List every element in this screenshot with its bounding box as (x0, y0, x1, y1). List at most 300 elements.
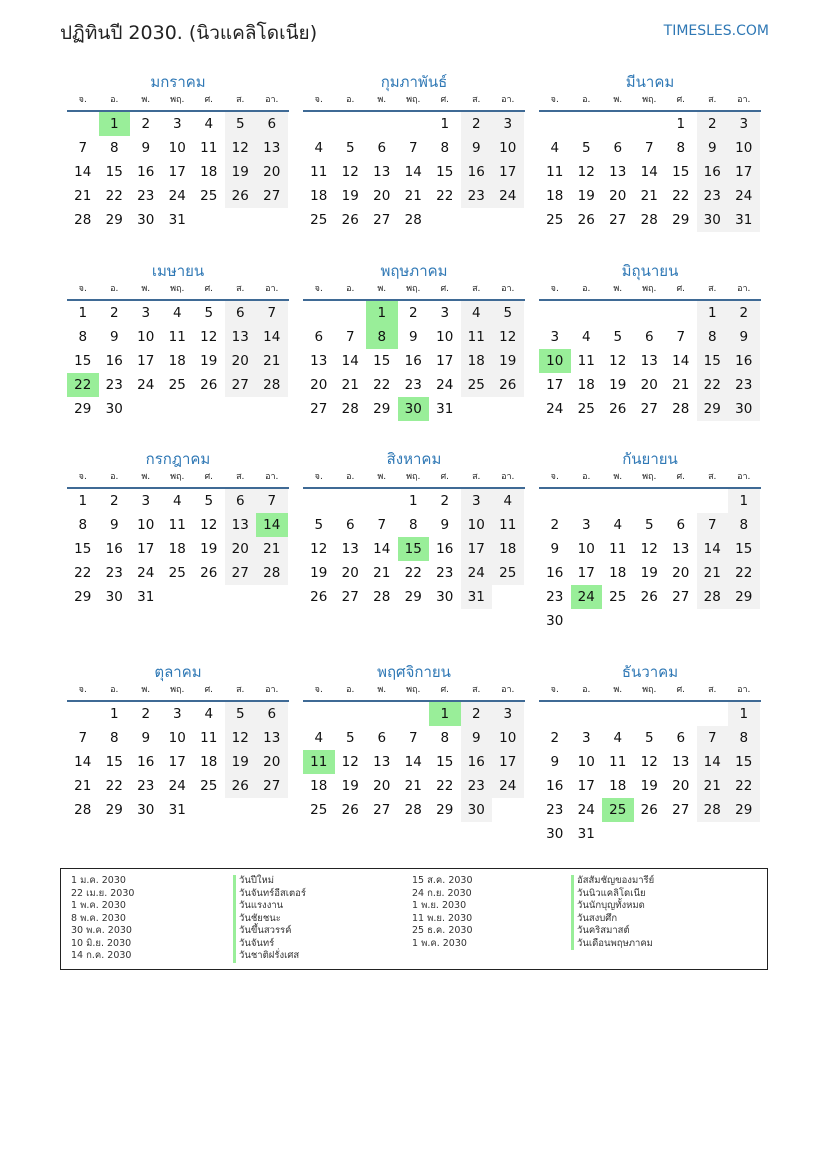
week-row (67, 798, 289, 822)
day-cell: 26 (577, 212, 595, 228)
day-cell: 15 (728, 750, 760, 774)
weekday-header (67, 682, 289, 702)
week-row (539, 561, 761, 585)
day-cell: 28 (256, 561, 288, 585)
month-name: ธันวาคม (621, 663, 679, 681)
day-cell: 6 (256, 112, 288, 136)
day-cell: 19 (577, 188, 595, 204)
week-row (539, 325, 761, 349)
week-row (67, 397, 289, 421)
day-cell: 1 (78, 305, 88, 321)
empty-cell (335, 301, 367, 325)
week-row (67, 702, 289, 726)
empty-cell (602, 489, 634, 513)
week-row (303, 184, 525, 208)
legend-holiday-name: วันชัยชนะ (233, 913, 306, 926)
day-cell: 11 (303, 750, 335, 774)
day-cell: 30 (137, 802, 155, 818)
day-cell: 12 (640, 541, 658, 557)
weekday-label: จ. (314, 685, 323, 695)
day-cell: 12 (492, 325, 524, 349)
day-cell: 31 (728, 208, 760, 232)
day-cell: 11 (200, 140, 218, 156)
day-cell: 31 (436, 401, 454, 417)
day-cell: 10 (539, 349, 571, 373)
legend-date: 1 ม.ค. 2030 (71, 875, 126, 886)
day-cell: 16 (137, 164, 155, 180)
day-cell: 14 (697, 750, 729, 774)
day-cell: 11 (168, 517, 186, 533)
day-cell: 2 (440, 493, 450, 509)
day-cell: 5 (644, 730, 654, 746)
day-cell: 8 (728, 513, 760, 537)
day-cell: 13 (672, 541, 690, 557)
empty-cell (461, 208, 493, 232)
empty-cell (162, 397, 194, 421)
day-cell: 22 (373, 377, 391, 393)
day-cell: 29 (697, 397, 729, 421)
day-cell: 4 (581, 329, 591, 345)
month-name: ตุลาคม (154, 663, 202, 681)
day-cell: 26 (200, 377, 218, 393)
empty-cell (634, 112, 666, 136)
day-cell: 29 (436, 802, 454, 818)
day-cell: 25 (200, 188, 218, 204)
day-cell: 16 (697, 160, 729, 184)
weekday-label: อา. (501, 472, 515, 482)
day-cell: 30 (546, 826, 564, 842)
legend-holiday-name: วันขึ้นสวรรค์ (233, 925, 306, 938)
month-block (303, 72, 525, 232)
month-name: มกราคม (150, 73, 206, 91)
month-block (67, 261, 289, 421)
weekday-header (539, 281, 761, 301)
day-cell: 5 (644, 517, 654, 533)
legend-names-col-2 (571, 875, 654, 950)
week-row (67, 184, 289, 208)
weekday-label: ส. (708, 685, 717, 695)
month-block (539, 261, 761, 421)
weekday-label: ศ. (440, 95, 450, 105)
legend-dates-col-1 (71, 875, 134, 963)
day-cell: 7 (78, 730, 88, 746)
day-cell: 10 (436, 329, 454, 345)
empty-cell (256, 798, 288, 822)
day-cell: 26 (609, 401, 627, 417)
day-cell: 28 (341, 401, 359, 417)
day-cell: 11 (577, 353, 595, 369)
weekday-label: ศ. (676, 95, 686, 105)
week-row (303, 513, 525, 537)
day-cell: 18 (492, 537, 524, 561)
day-cell: 22 (105, 188, 123, 204)
day-cell: 8 (366, 325, 398, 349)
day-cell: 27 (225, 561, 257, 585)
week-row (539, 726, 761, 750)
day-cell: 27 (310, 401, 328, 417)
day-cell: 16 (546, 778, 564, 794)
empty-cell (634, 489, 666, 513)
day-cell: 12 (200, 329, 218, 345)
empty-cell (335, 702, 367, 726)
week-row (539, 373, 761, 397)
day-cell: 27 (225, 373, 257, 397)
weekday-label: อา. (265, 685, 279, 695)
weekday-label: พ. (613, 95, 623, 105)
empty-cell (67, 702, 99, 726)
day-cell: 4 (314, 140, 324, 156)
empty-cell (492, 585, 524, 609)
day-cell: 23 (105, 377, 123, 393)
empty-cell (225, 397, 257, 421)
day-cell: 25 (168, 565, 186, 581)
day-cell: 14 (672, 353, 690, 369)
day-cell: 14 (74, 754, 92, 770)
day-cell: 19 (492, 349, 524, 373)
weekday-label: ส. (236, 472, 245, 482)
day-cell: 1 (728, 489, 760, 513)
week-row (303, 537, 525, 561)
day-cell: 12 (225, 726, 257, 750)
day-cell: 7 (697, 726, 729, 750)
day-cell: 1 (429, 702, 461, 726)
weekday-label: อ. (110, 284, 119, 294)
legend-names-col-1 (233, 875, 306, 963)
day-cell: 5 (225, 702, 257, 726)
day-cell: 20 (672, 565, 690, 581)
day-cell: 10 (168, 140, 186, 156)
month-name: กุมภาพันธ์ (380, 73, 448, 91)
day-cell: 14 (256, 325, 288, 349)
month-name: กันยายน (622, 450, 678, 468)
legend-holiday-name: วันสงบศึก (571, 913, 654, 926)
legend-date: 14 ก.ค. 2030 (71, 950, 132, 961)
weekday-label: จ. (78, 472, 87, 482)
day-cell: 23 (728, 373, 760, 397)
weekday-label: ศ. (676, 472, 686, 482)
week-row (67, 513, 289, 537)
day-cell: 17 (137, 541, 155, 557)
day-cell: 26 (341, 802, 359, 818)
empty-cell (697, 609, 729, 633)
day-cell: 30 (137, 212, 155, 228)
day-cell: 4 (613, 730, 623, 746)
weekday-label: พ. (377, 95, 387, 105)
empty-cell (429, 208, 461, 232)
weekday-label: ส. (472, 95, 481, 105)
day-cell: 24 (492, 774, 524, 798)
empty-cell (539, 489, 571, 513)
weekday-label: อ. (582, 95, 591, 105)
weekday-label: ศ. (440, 284, 450, 294)
legend-holiday-name: วันนิวแคลิโดเนีย (571, 888, 654, 901)
month-name: มิถุนายน (621, 262, 679, 280)
weekday-label: ศ. (204, 284, 214, 294)
day-cell: 3 (172, 706, 182, 722)
day-cell: 1 (697, 301, 729, 325)
day-cell: 10 (577, 754, 595, 770)
day-cell: 15 (373, 353, 391, 369)
week-row (539, 489, 761, 513)
week-row (303, 774, 525, 798)
day-cell: 12 (310, 541, 328, 557)
empty-cell (303, 112, 335, 136)
day-cell: 20 (373, 188, 391, 204)
weekday-header (539, 92, 761, 112)
empty-cell (571, 702, 603, 726)
month-block (303, 449, 525, 609)
day-cell: 9 (550, 754, 560, 770)
day-cell: 15 (105, 164, 123, 180)
day-cell: 4 (613, 517, 623, 533)
day-cell: 17 (728, 160, 760, 184)
page-title: ปฏิทินปี 2030. (นิวแคลิโดเนีย) (60, 22, 318, 44)
weekday-label: จ. (550, 685, 559, 695)
day-cell: 11 (168, 329, 186, 345)
day-cell: 28 (672, 401, 690, 417)
day-cell: 7 (408, 140, 418, 156)
day-cell: 25 (310, 212, 328, 228)
day-cell: 9 (461, 726, 493, 750)
day-cell: 5 (613, 329, 623, 345)
empty-cell (67, 112, 99, 136)
day-cell: 1 (676, 116, 686, 132)
day-cell: 27 (672, 802, 690, 818)
weekday-header (303, 469, 525, 489)
day-cell: 20 (256, 750, 288, 774)
weekday-label: พ. (613, 284, 623, 294)
day-cell: 17 (461, 537, 493, 561)
day-cell: 28 (74, 212, 92, 228)
month-block (539, 662, 761, 846)
day-cell: 25 (200, 778, 218, 794)
weekday-label: พฤ. (642, 284, 657, 294)
empty-cell (665, 489, 697, 513)
day-cell: 26 (341, 212, 359, 228)
day-cell: 4 (204, 116, 214, 132)
day-cell: 13 (373, 754, 391, 770)
day-cell: 22 (728, 774, 760, 798)
weekday-label: จ. (314, 472, 323, 482)
day-cell: 4 (461, 301, 493, 325)
day-cell: 18 (310, 778, 328, 794)
day-cell: 17 (577, 778, 595, 794)
day-cell: 18 (310, 188, 328, 204)
day-cell: 3 (550, 329, 560, 345)
day-cell: 15 (105, 754, 123, 770)
weekday-label: ส. (236, 284, 245, 294)
day-cell: 22 (67, 373, 99, 397)
day-cell: 13 (672, 754, 690, 770)
legend-date: 30 พ.ค. 2030 (71, 925, 132, 936)
day-cell: 9 (697, 136, 729, 160)
week-row (539, 609, 761, 633)
day-cell: 16 (461, 750, 493, 774)
week-row (67, 136, 289, 160)
day-cell: 25 (609, 589, 627, 605)
day-cell: 29 (105, 212, 123, 228)
day-cell: 9 (728, 325, 760, 349)
week-row (539, 702, 761, 726)
day-cell: 6 (377, 140, 387, 156)
week-row (539, 184, 761, 208)
empty-cell (256, 585, 288, 609)
legend-holiday-name: วันจันทร์อีสเตอร์ (233, 888, 306, 901)
day-cell: 10 (577, 541, 595, 557)
weekday-label: จ. (314, 95, 323, 105)
empty-cell (398, 112, 430, 136)
legend-date: 22 เม.ย. 2030 (71, 887, 135, 899)
day-cell: 20 (373, 778, 391, 794)
day-cell: 30 (461, 798, 493, 822)
day-cell: 22 (728, 561, 760, 585)
day-cell: 22 (436, 188, 454, 204)
empty-cell (303, 489, 335, 513)
day-cell: 23 (461, 184, 493, 208)
week-row (67, 208, 289, 232)
day-cell: 26 (225, 774, 257, 798)
week-row (539, 397, 761, 421)
day-cell: 10 (461, 513, 493, 537)
day-cell: 9 (408, 329, 418, 345)
day-cell: 28 (373, 589, 391, 605)
day-cell: 2 (550, 517, 560, 533)
empty-cell (225, 798, 257, 822)
day-cell: 7 (256, 489, 288, 513)
weekday-label: อ. (582, 472, 591, 482)
day-cell: 16 (404, 353, 422, 369)
day-cell: 9 (141, 730, 151, 746)
day-cell: 26 (640, 589, 658, 605)
weekday-label: พ. (377, 284, 387, 294)
day-cell: 23 (436, 565, 454, 581)
week-row (539, 160, 761, 184)
weekday-label: พ. (141, 685, 151, 695)
day-cell: 28 (404, 212, 422, 228)
day-cell: 3 (581, 517, 591, 533)
day-cell: 20 (256, 160, 288, 184)
day-cell: 9 (440, 517, 450, 533)
empty-cell (461, 397, 493, 421)
day-cell: 22 (74, 565, 92, 581)
week-row (303, 561, 525, 585)
day-cell: 4 (172, 493, 182, 509)
day-cell: 2 (109, 305, 119, 321)
empty-cell (571, 112, 603, 136)
day-cell: 11 (492, 513, 524, 537)
day-cell: 24 (492, 184, 524, 208)
empty-cell (539, 702, 571, 726)
day-cell: 29 (404, 589, 422, 605)
weekday-label: ส. (236, 685, 245, 695)
day-cell: 1 (78, 493, 88, 509)
weekday-label: ศ. (676, 685, 686, 695)
day-cell: 21 (74, 778, 92, 794)
day-cell: 20 (225, 537, 257, 561)
legend-holiday-name: วันชาติฝรั่งเศส (233, 950, 306, 963)
day-cell: 24 (168, 778, 186, 794)
month-block (67, 72, 289, 232)
day-cell: 10 (492, 726, 524, 750)
day-cell: 29 (728, 798, 760, 822)
day-cell: 2 (697, 112, 729, 136)
day-cell: 4 (550, 140, 560, 156)
week-row (303, 726, 525, 750)
day-cell: 24 (137, 377, 155, 393)
day-cell: 8 (728, 726, 760, 750)
day-cell: 31 (168, 212, 186, 228)
day-cell: 29 (728, 585, 760, 609)
day-cell: 25 (492, 561, 524, 585)
day-cell: 30 (398, 397, 430, 421)
day-cell: 9 (141, 140, 151, 156)
empty-cell (366, 112, 398, 136)
day-cell: 15 (74, 541, 92, 557)
weekday-label: พฤ. (170, 685, 185, 695)
weekday-label: อ. (582, 284, 591, 294)
week-row (67, 537, 289, 561)
empty-cell (398, 702, 430, 726)
legend-holiday-name: วันจันทร์ (233, 938, 306, 951)
legend-date: 1 พ.ค. 2030 (71, 900, 126, 911)
day-cell: 21 (697, 561, 729, 585)
day-cell: 16 (105, 353, 123, 369)
legend-holiday-name: อัสสัมชัญของมารีย์ (571, 875, 654, 888)
day-cell: 1 (366, 301, 398, 325)
day-cell: 13 (609, 164, 627, 180)
day-cell: 28 (74, 802, 92, 818)
day-cell: 9 (461, 136, 493, 160)
weekday-label: อา. (501, 95, 515, 105)
weekday-label: อา. (265, 472, 279, 482)
day-cell: 28 (256, 373, 288, 397)
week-row (67, 561, 289, 585)
day-cell: 27 (341, 589, 359, 605)
legend-holiday-name: วันนักบุญทั้งหมด (571, 900, 654, 913)
empty-cell (193, 798, 225, 822)
weekday-header (67, 469, 289, 489)
empty-cell (193, 208, 225, 232)
day-cell: 21 (672, 377, 690, 393)
day-cell: 21 (697, 774, 729, 798)
day-cell: 24 (461, 561, 493, 585)
empty-cell (539, 301, 571, 325)
weekday-label: ส. (708, 472, 717, 482)
month-block (67, 449, 289, 609)
day-cell: 23 (137, 188, 155, 204)
day-cell: 4 (204, 706, 214, 722)
month-name: มีนาคม (625, 73, 675, 91)
empty-cell (571, 609, 603, 633)
weekday-label: พฤ. (406, 685, 421, 695)
day-cell: 24 (728, 184, 760, 208)
week-row (303, 750, 525, 774)
weekday-label: พ. (141, 284, 151, 294)
day-cell: 19 (225, 750, 257, 774)
day-cell: 29 (373, 401, 391, 417)
day-cell: 20 (640, 377, 658, 393)
day-cell: 30 (436, 589, 454, 605)
day-cell: 29 (105, 802, 123, 818)
day-cell: 10 (492, 136, 524, 160)
day-cell: 6 (256, 702, 288, 726)
weekday-label: จ. (550, 284, 559, 294)
day-cell: 5 (581, 140, 591, 156)
weekday-label: อ. (346, 95, 355, 105)
day-cell: 21 (404, 778, 422, 794)
day-cell: 2 (141, 116, 151, 132)
site-link[interactable]: TIMESLES.COM (663, 23, 769, 39)
